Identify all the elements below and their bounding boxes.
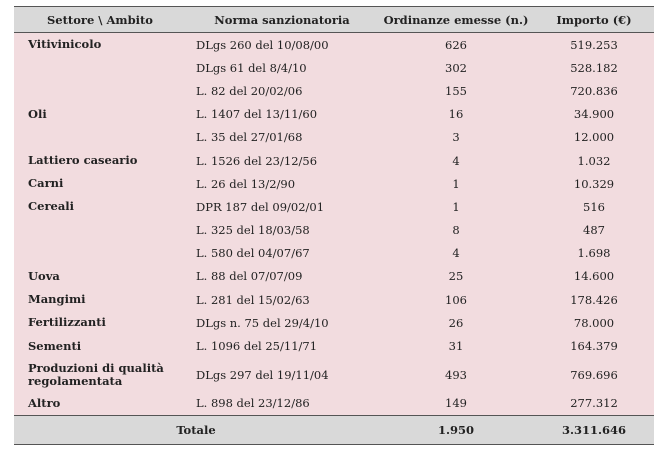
- cell-settore: Altro: [14, 392, 186, 416]
- table-row: [14, 392, 654, 416]
- cell-importo: 78.000: [534, 311, 654, 334]
- cell-settore: Cereali: [14, 195, 186, 218]
- cell-importo: 487: [534, 219, 654, 242]
- cell-settore: Uova: [14, 265, 186, 288]
- cell-norma: DLgs n. 75 del 29/4/10: [186, 311, 378, 334]
- cell-importo: 519.253: [534, 33, 654, 57]
- cell-norma: L. 88 del 07/07/09: [186, 265, 378, 288]
- cell-importo: 528.182: [534, 56, 654, 79]
- cell-norma: DLgs 297 del 19/11/04: [186, 358, 378, 392]
- cell-settore: Sementi: [14, 334, 186, 357]
- table-row: [14, 358, 654, 392]
- cell-settore: [14, 219, 186, 242]
- cell-settore: Fertilizzanti: [14, 311, 186, 334]
- cell-importo: 178.426: [534, 288, 654, 311]
- table-row: [14, 219, 654, 242]
- cell-settore: [14, 126, 186, 149]
- table-row: [14, 33, 654, 57]
- cell-ordinanze: 25: [378, 265, 534, 288]
- cell-importo: 14.600: [534, 265, 654, 288]
- cell-ordinanze: 31: [378, 334, 534, 357]
- cell-ordinanze: 16: [378, 103, 534, 126]
- cell-norma: L. 281 del 15/02/63: [186, 288, 378, 311]
- table-row: [14, 242, 654, 265]
- total-row: [14, 415, 654, 444]
- cell-norma: L. 1407 del 13/11/60: [186, 103, 378, 126]
- cell-importo: 277.312: [534, 392, 654, 416]
- cell-ordinanze: 4: [378, 242, 534, 265]
- cell-importo: 516: [534, 195, 654, 218]
- cell-norma: L. 325 del 18/03/58: [186, 219, 378, 242]
- table-footer: [14, 415, 654, 444]
- cell-importo: 164.379: [534, 334, 654, 357]
- cell-ordinanze: 149: [378, 392, 534, 416]
- cell-importo: 12.000: [534, 126, 654, 149]
- sanctions-table-container: [14, 6, 654, 445]
- cell-importo: 10.329: [534, 172, 654, 195]
- cell-ordinanze: 302: [378, 56, 534, 79]
- table-row: [14, 79, 654, 102]
- cell-ordinanze: 155: [378, 79, 534, 102]
- cell-norma: DLgs 260 del 10/08/00: [186, 33, 378, 57]
- cell-settore: [14, 242, 186, 265]
- cell-ordinanze: 3: [378, 126, 534, 149]
- header-norma: Norma sanzionatoria: [186, 7, 378, 33]
- cell-importo: 34.900: [534, 103, 654, 126]
- table-row: [14, 195, 654, 218]
- cell-norma: L. 1526 del 23/12/56: [186, 149, 378, 172]
- cell-settore: Oli: [14, 103, 186, 126]
- cell-norma: L. 26 del 13/2/90: [186, 172, 378, 195]
- total-label: Totale: [14, 415, 378, 444]
- cell-ordinanze: 1: [378, 195, 534, 218]
- cell-norma: L. 1096 del 25/11/71: [186, 334, 378, 357]
- header-ordinanze: Ordinanze emesse (n.): [378, 7, 534, 33]
- table-body: [14, 33, 654, 416]
- table-row: [14, 126, 654, 149]
- total-ordinanze: 1.950: [378, 415, 534, 444]
- cell-settore: Carni: [14, 172, 186, 195]
- table-row: [14, 288, 654, 311]
- cell-ordinanze: 8: [378, 219, 534, 242]
- cell-settore: Vitivinicolo: [14, 33, 186, 57]
- cell-ordinanze: 493: [378, 358, 534, 392]
- table-row: [14, 56, 654, 79]
- cell-ordinanze: 1: [378, 172, 534, 195]
- header-settore: Settore \ Ambito: [14, 7, 186, 33]
- table-row: [14, 172, 654, 195]
- cell-settore: Produzioni di qualità regolamentata: [14, 358, 186, 392]
- cell-norma: L. 898 del 23/12/86: [186, 392, 378, 416]
- cell-importo: 1.032: [534, 149, 654, 172]
- cell-importo: 1.698: [534, 242, 654, 265]
- cell-norma: DLgs 61 del 8/4/10: [186, 56, 378, 79]
- table-row: [14, 311, 654, 334]
- total-importo: 3.311.646: [534, 415, 654, 444]
- header-importo: Importo (€): [534, 7, 654, 33]
- table-header: [14, 7, 654, 33]
- cell-settore: Lattiero caseario: [14, 149, 186, 172]
- cell-ordinanze: 4: [378, 149, 534, 172]
- cell-settore: [14, 79, 186, 102]
- cell-norma: L. 82 del 20/02/06: [186, 79, 378, 102]
- cell-norma: L. 35 del 27/01/68: [186, 126, 378, 149]
- cell-norma: L. 580 del 04/07/67: [186, 242, 378, 265]
- cell-ordinanze: 26: [378, 311, 534, 334]
- cell-importo: 769.696: [534, 358, 654, 392]
- cell-settore: Mangimi: [14, 288, 186, 311]
- cell-ordinanze: 106: [378, 288, 534, 311]
- cell-settore: [14, 56, 186, 79]
- cell-importo: 720.836: [534, 79, 654, 102]
- header-row: [14, 7, 654, 33]
- table-row: [14, 265, 654, 288]
- table-row: [14, 149, 654, 172]
- table-row: [14, 334, 654, 357]
- table-row: [14, 103, 654, 126]
- cell-norma: DPR 187 del 09/02/01: [186, 195, 378, 218]
- sanctions-table: [14, 6, 654, 445]
- cell-ordinanze: 626: [378, 33, 534, 57]
